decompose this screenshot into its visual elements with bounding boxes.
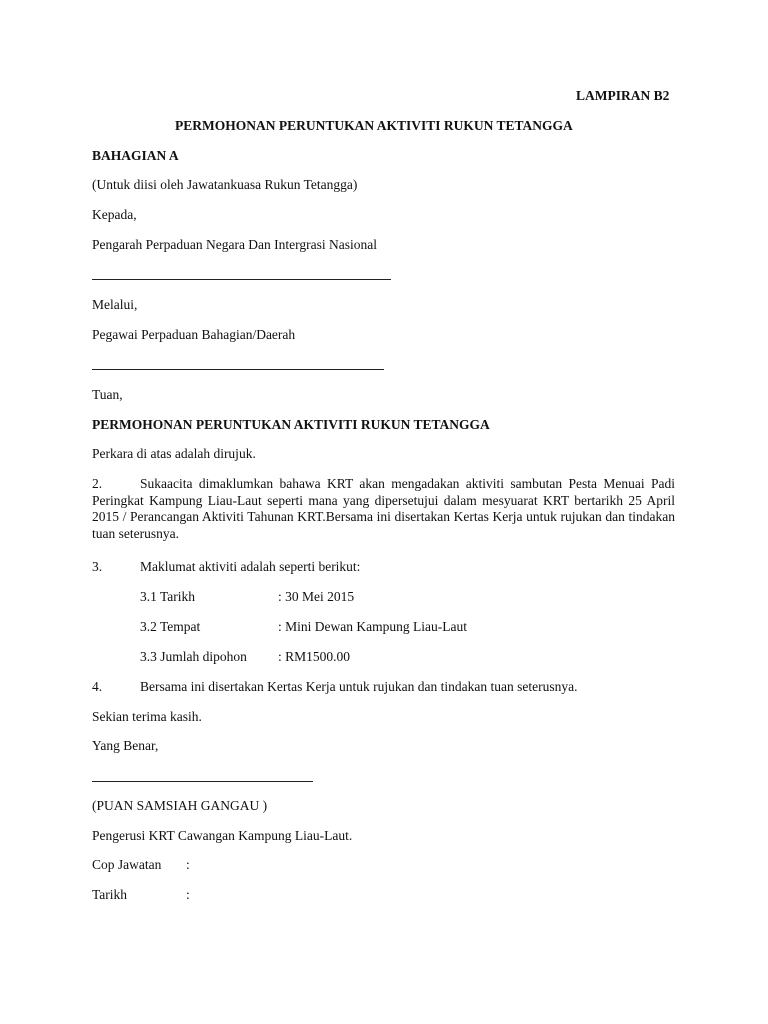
tarikh-colon: : [186, 887, 190, 902]
melalui-label: Melalui, [92, 297, 138, 312]
paragraph-2-number: 2. [92, 476, 103, 491]
signatory-position: Pengerusi KRT Cawangan Kampung Liau-Laut. [92, 828, 353, 843]
paragraph-2-text: Sukaacita dimaklumkan bahawa KRT akan mengadakan aktiviti sambutan Pesta Menuai Padi Peringkat Kampung Liau-Laut seperti mana yang dipersetujui dalam mesyuarat KRT bertarikh 25 April 2015 / Perancangan Aktiviti Tahunan KRT.Bersama ini disertakan Kertas Kerja untuk rujukan dan tindakan tuan seterusnya. [92, 476, 675, 541]
activity-amount-value: : RM1500.00 [278, 649, 351, 664]
paragraph-3-number: 3. [92, 559, 103, 574]
section-heading: BAHAGIAN A [92, 148, 179, 163]
lampiran-label: LAMPIRAN B2 [576, 88, 670, 103]
subject-heading: PERMOHONAN PERUNTUKAN AKTIVITI RUKUN TETANGGA [92, 417, 490, 432]
paragraph-3-text: Maklumat aktiviti adalah seperti berikut: [140, 559, 361, 574]
activity-amount-label: 3.3 Jumlah dipohon [140, 649, 247, 664]
kepada-blank-line [92, 279, 391, 280]
paragraph-4-number: 4. [92, 679, 103, 694]
activity-date-label: 3.1 Tarikh [140, 589, 196, 604]
kepada-recipient: Pengarah Perpaduan Negara Dan Intergrasi Nasional [92, 237, 378, 252]
melalui-recipient: Pegawai Perpaduan Bahagian/Daerah [92, 327, 296, 342]
salutation: Tuan, [92, 387, 123, 402]
cop-jawatan-label: Cop Jawatan [92, 857, 162, 872]
closing-line: Sekian terima kasih. [92, 709, 202, 724]
activity-date-value: : 30 Mei 2015 [278, 589, 355, 604]
tarikh-label: Tarikh [92, 887, 128, 902]
paragraph-2 [92, 476, 675, 542]
melalui-blank-line [92, 369, 384, 370]
yang-benar: Yang Benar, [92, 738, 159, 753]
section-note: (Untuk diisi oleh Jawatankuasa Rukun Tetangga) [92, 177, 358, 192]
activity-place-label: 3.2 Tempat [140, 619, 201, 634]
cop-jawatan-colon: : [186, 857, 190, 872]
reference-line: Perkara di atas adalah dirujuk. [92, 446, 256, 461]
document-title: PERMOHONAN PERUNTUKAN AKTIVITI RUKUN TETANGGA [175, 118, 573, 133]
paragraph-4-text: Bersama ini disertakan Kertas Kerja untuk rujukan dan tindakan tuan seterusnya. [140, 679, 578, 694]
signatory-name: (PUAN SAMSIAH GANGAU ) [92, 798, 268, 813]
activity-place-value: : Mini Dewan Kampung Liau-Laut [278, 619, 467, 634]
kepada-label: Kepada, [92, 207, 137, 222]
signature-line [92, 781, 313, 782]
